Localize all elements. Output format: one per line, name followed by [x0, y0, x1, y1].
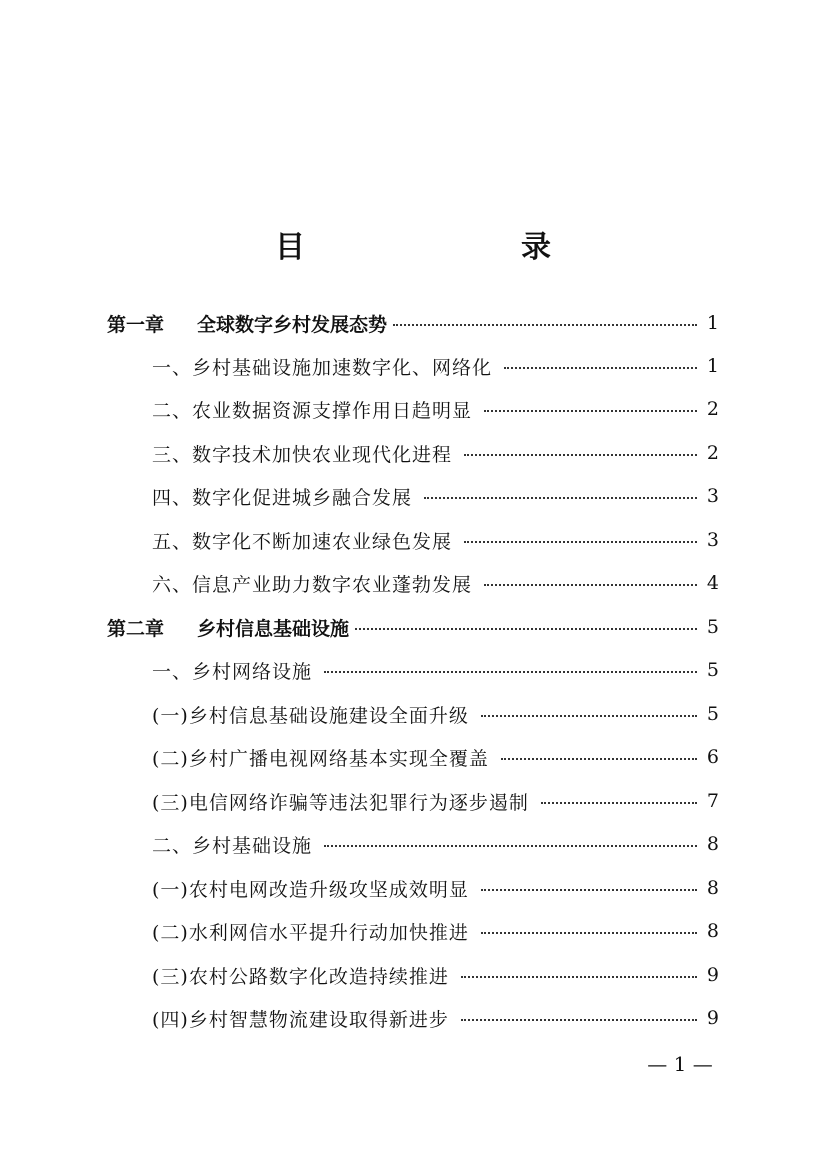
toc-entry-label: 三、数字技术加快农业现代化进程	[152, 443, 453, 466]
page-number: 2	[706, 442, 719, 464]
toc-entry[interactable]	[152, 524, 719, 556]
toc-entry[interactable]	[152, 480, 719, 512]
toc-entry-label: (二)乡村广播电视网络基本实现全覆盖	[152, 747, 489, 770]
page-number: 5	[706, 659, 719, 681]
dot-leader	[481, 715, 697, 717]
toc-entry-label: 一、乡村网络设施	[152, 660, 313, 683]
page-number: 9	[706, 1007, 719, 1029]
dot-leader	[481, 932, 697, 934]
dot-leader	[541, 802, 697, 804]
toc-entry[interactable]	[152, 437, 719, 469]
chapter-number: 第一章	[107, 313, 165, 336]
dot-leader	[461, 976, 697, 978]
page-number: 8	[706, 833, 719, 855]
page-footer-number: — 1 —	[647, 1052, 713, 1076]
toc-entry[interactable]	[152, 741, 719, 773]
dot-leader	[481, 889, 697, 891]
page-number: 1	[706, 355, 719, 377]
toc-title: 目 录	[275, 230, 603, 265]
page-number: 2	[706, 398, 719, 420]
chapter-title: 乡村信息基础设施	[197, 617, 350, 640]
dot-leader	[424, 497, 697, 499]
page-number: 5	[706, 703, 719, 725]
toc-entry-label: 五、数字化不断加速农业绿色发展	[152, 530, 453, 553]
dot-leader	[355, 628, 697, 630]
toc-entry[interactable]	[152, 1002, 719, 1034]
toc-entry-label: (二)水利网信水平提升行动加快推进	[152, 921, 469, 944]
toc-entry[interactable]	[152, 959, 719, 991]
dot-leader	[324, 671, 697, 673]
toc-entry-label: 四、数字化促进城乡融合发展	[152, 486, 413, 509]
toc-entry[interactable]	[152, 567, 719, 599]
dot-leader	[501, 758, 697, 760]
page-number: 1	[706, 312, 719, 334]
toc-entry-label: (四)乡村智慧物流建设取得新进步	[152, 1008, 449, 1031]
page-number: 9	[706, 964, 719, 986]
dot-leader	[464, 541, 697, 543]
page-number: 6	[706, 746, 719, 768]
toc-entry-label: 六、信息产业助力数字农业蓬勃发展	[152, 573, 473, 596]
chapter-number: 第二章	[107, 617, 165, 640]
dot-leader	[464, 454, 697, 456]
toc-entry[interactable]	[152, 350, 719, 382]
toc-entry-label: 二、农业数据资源支撑作用日趋明显	[152, 399, 473, 422]
toc-entry[interactable]	[152, 828, 719, 860]
toc-entry-label: (三)电信网络诈骗等违法犯罪行为逐步遏制	[152, 791, 529, 814]
dot-leader	[393, 324, 697, 326]
toc-entry[interactable]	[152, 393, 719, 425]
page-number: 3	[706, 529, 719, 551]
toc-entry-label: 一、乡村基础设施加速数字化、网络化	[152, 356, 493, 379]
dot-leader	[461, 1019, 697, 1021]
toc-entry-label: (一)农村电网改造升级攻坚成效明显	[152, 878, 469, 901]
toc-entry-label: (一)乡村信息基础设施建设全面升级	[152, 704, 469, 727]
dot-leader	[484, 410, 697, 412]
toc-entry[interactable]	[152, 654, 719, 686]
page-number: 8	[706, 877, 719, 899]
toc-entry[interactable]	[152, 872, 719, 904]
page-number: 7	[706, 790, 719, 812]
page-number: 8	[706, 920, 719, 942]
chapter-title: 全球数字乡村发展态势	[197, 313, 388, 336]
dot-leader	[504, 367, 697, 369]
dot-leader	[324, 845, 697, 847]
toc-chapter-entry[interactable]	[107, 307, 719, 339]
toc-entry[interactable]	[152, 915, 719, 947]
page-number: 4	[706, 572, 719, 594]
dot-leader	[484, 584, 697, 586]
toc-entry[interactable]	[152, 785, 719, 817]
toc-entry-label: 二、乡村基础设施	[152, 834, 313, 857]
page-number: 5	[706, 616, 719, 638]
toc-entry-label: (三)农村公路数字化改造持续推进	[152, 965, 449, 988]
toc-entry[interactable]	[152, 698, 719, 730]
toc-chapter-entry[interactable]	[107, 611, 719, 643]
page-number: 3	[706, 485, 719, 507]
